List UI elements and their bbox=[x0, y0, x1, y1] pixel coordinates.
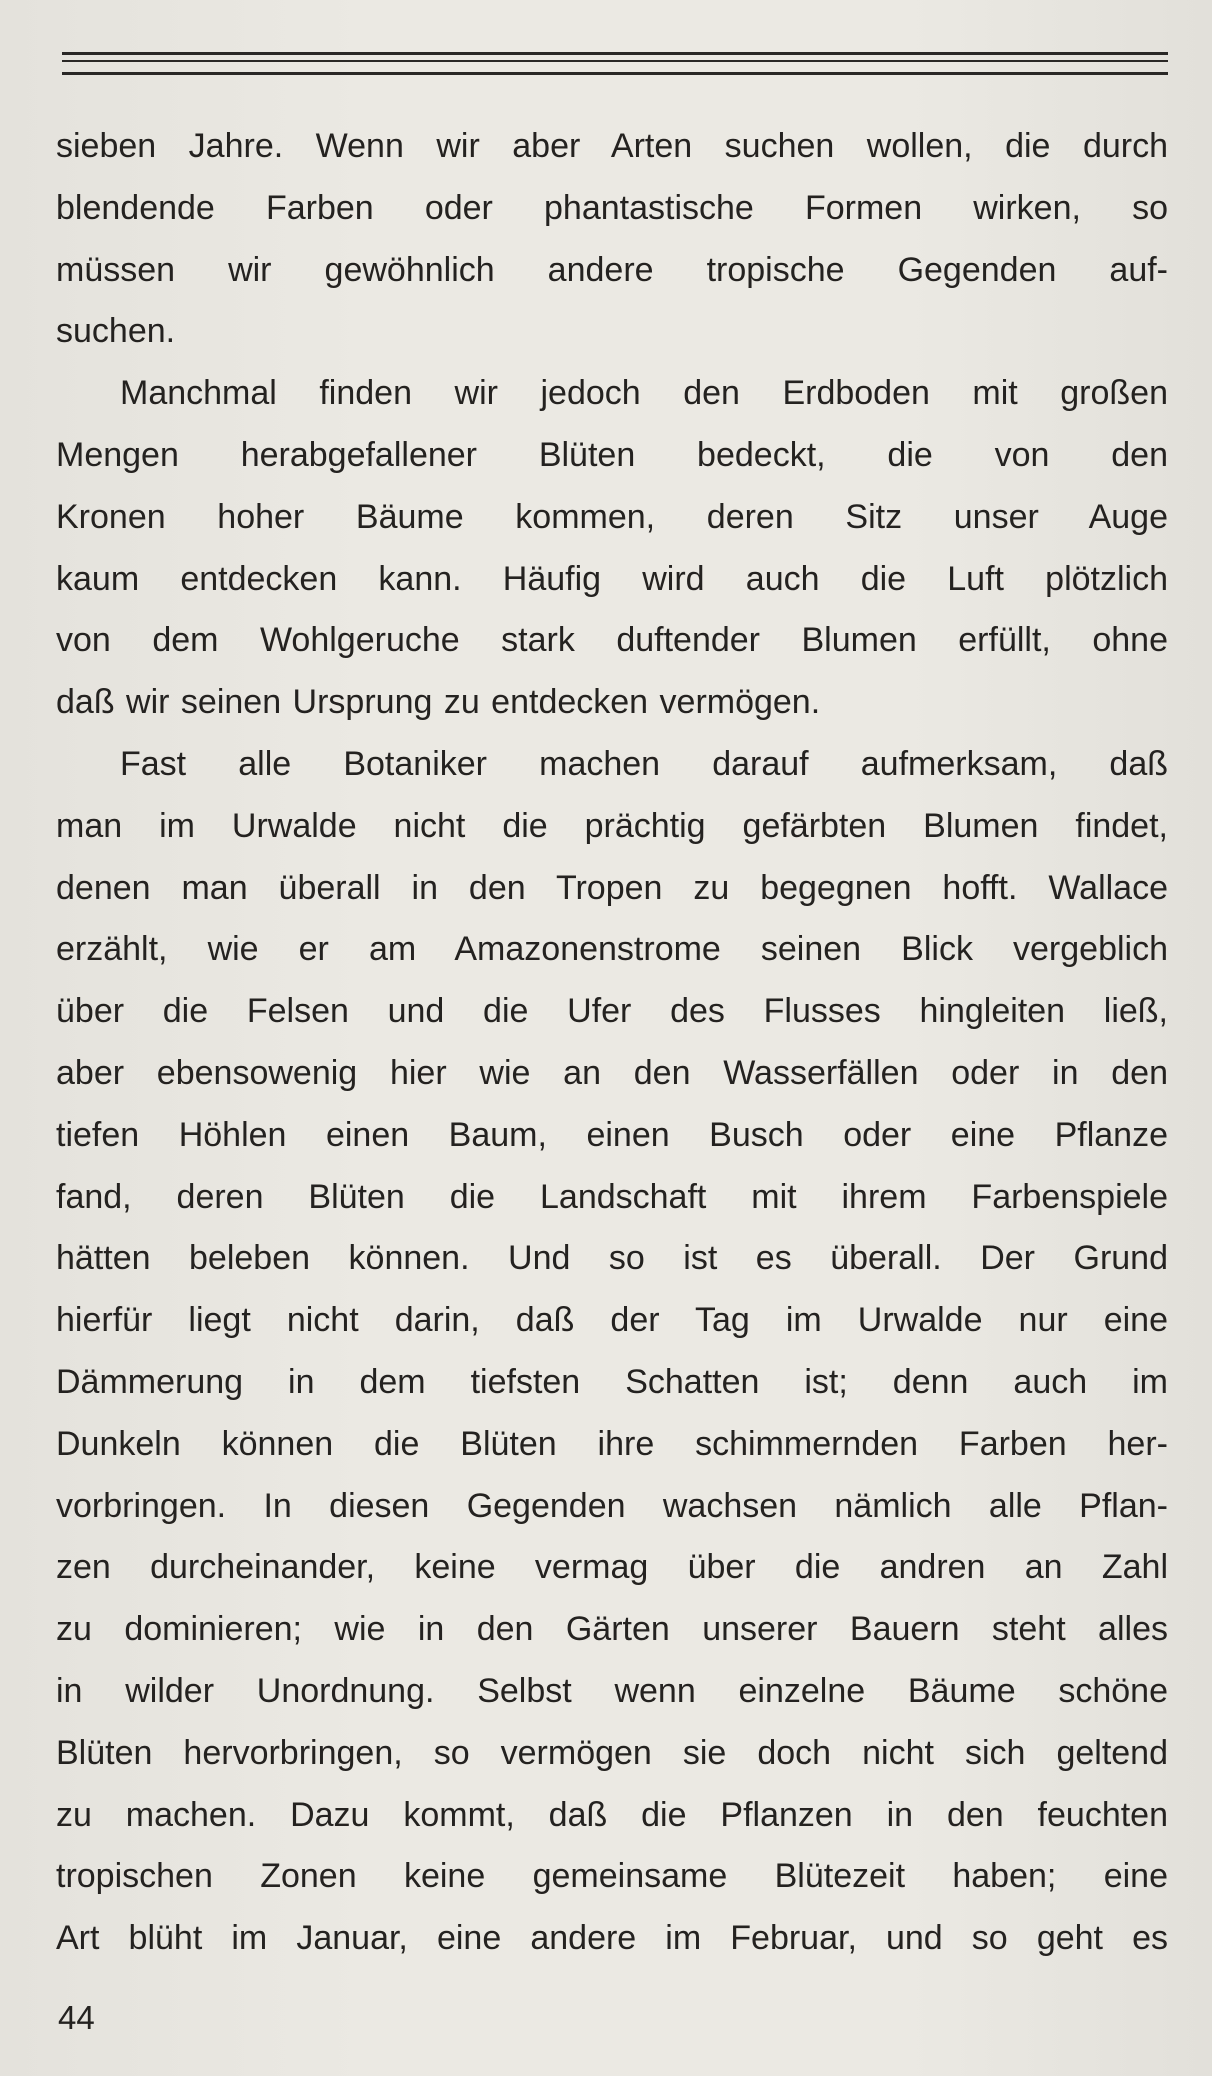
text-line: Dunkeln können die Blüten ihre schimmernden Farben her- bbox=[56, 1424, 1168, 1463]
text-line: aber ebensowenig hier wie an den Wasserfällen oder in den bbox=[56, 1053, 1168, 1092]
text-line: fand, deren Blüten die Landschaft mit ihrem Farbenspiele bbox=[56, 1177, 1168, 1216]
text-line: hierfür liegt nicht darin, daß der Tag im Urwalde nur eine bbox=[56, 1301, 1168, 1340]
header-rule-bottom bbox=[62, 72, 1168, 75]
text-line: über die Felsen und die Ufer des Flusses hingleiten ließ, bbox=[56, 992, 1168, 1031]
header-rule-top bbox=[62, 52, 1168, 55]
text-line: erzählt, wie er am Amazonenstrome seinen Blick vergeblich bbox=[56, 930, 1168, 969]
text-line: Blüten hervorbringen, so vermögen sie doch nicht sich geltend bbox=[56, 1733, 1168, 1772]
text-line: Manchmal finden wir jedoch den Erdboden mit großen bbox=[120, 374, 1168, 413]
text-line: tiefen Höhlen einen Baum, einen Busch oder eine Pflanze bbox=[56, 1115, 1168, 1154]
text-line: Dämmerung in dem tiefsten Schatten ist; denn auch im bbox=[56, 1362, 1168, 1401]
text-line: suchen. bbox=[56, 312, 176, 351]
text-line: Fast alle Botaniker machen darauf aufmerksam, daß bbox=[120, 744, 1168, 783]
header-rule-middle bbox=[62, 60, 1168, 62]
text-line: hätten beleben können. Und so ist es überall. Der Grund bbox=[56, 1239, 1168, 1278]
page-number: 44 bbox=[58, 1999, 95, 2036]
text-line: müssen wir gewöhnlich andere tropische Gegenden auf- bbox=[56, 250, 1168, 289]
text-line: zen durcheinander, keine vermag über die andren an Zahl bbox=[56, 1548, 1168, 1587]
text-line: Art blüht im Januar, eine andere im Februar, und so geht es bbox=[56, 1919, 1168, 1958]
text-line: von dem Wohlgeruche stark duftender Blumen erfüllt, ohne bbox=[56, 621, 1168, 660]
text-line: sieben Jahre. Wenn wir aber Arten suchen wollen, die durch bbox=[56, 127, 1168, 165]
text-line: vorbringen. In diesen Gegenden wachsen nämlich alle Pflan- bbox=[56, 1486, 1168, 1525]
text-line: Mengen herabgefallener Blüten bedeckt, die von den bbox=[56, 435, 1168, 474]
text-line: man im Urwalde nicht die prächtig gefärbten Blumen findet, bbox=[56, 806, 1168, 845]
text-line: daß wir seinen Ursprung zu entdecken vermögen. bbox=[56, 683, 821, 722]
text-line: tropischen Zonen keine gemeinsame Blütezeit haben; eine bbox=[56, 1857, 1168, 1896]
text-line: Kronen hoher Bäume kommen, deren Sitz unser Auge bbox=[56, 497, 1168, 536]
body-text bbox=[56, 116, 1168, 1970]
text-line: blendende Farben oder phantastische Formen wirken, so bbox=[56, 188, 1168, 227]
text-line: zu machen. Dazu kommt, daß die Pflanzen in den feuchten bbox=[56, 1795, 1168, 1834]
text-line: zu dominieren; wie in den Gärten unserer Bauern steht alles bbox=[56, 1610, 1168, 1649]
text-line: kaum entdecken kann. Häufig wird auch die Luft plötzlich bbox=[56, 559, 1168, 598]
text-line: in wilder Unordnung. Selbst wenn einzelne Bäume schöne bbox=[56, 1671, 1168, 1710]
text-line: denen man überall in den Tropen zu begegnen hofft. Wallace bbox=[56, 868, 1168, 907]
